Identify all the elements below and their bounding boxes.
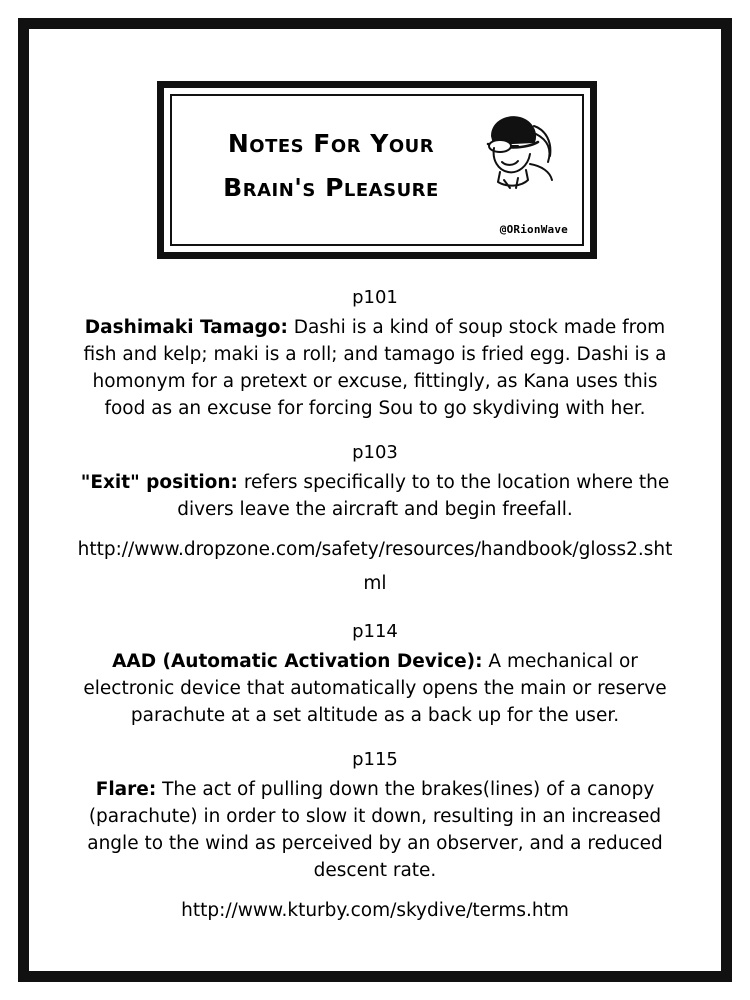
note-term: AAD (Automatic Activation Device): — [112, 651, 483, 672]
note-text — [69, 469, 681, 523]
note-term: Dashimaki Tamago: — [84, 317, 288, 338]
page-title — [186, 122, 476, 210]
note-definition: refers specifically to to the location where the divers leave the aircraft and begin freefall. — [177, 472, 670, 520]
note-text — [69, 776, 681, 884]
note-entry — [69, 745, 681, 928]
note-text — [69, 648, 681, 729]
note-entry — [69, 438, 681, 601]
artist-signature: @ORionWave — [499, 223, 568, 236]
note-term: Flare: — [95, 779, 157, 800]
page-title-line-1: Notes For Your — [227, 129, 435, 158]
note-entry — [69, 283, 681, 422]
note-term: "Exit" position: — [80, 472, 238, 493]
page-border-frame — [18, 18, 732, 982]
note-source-link[interactable]: http://www.dropzone.com/safety/resources/handbook/gloss2.shtml — [77, 539, 673, 594]
note-definition: Dashi is a kind of soup stock made from fish and kelp; maki is a roll; and tamago is fried egg. Dashi is a homonym for a pretext or excuse, fittingly, as Kana uses this food as an excuse for forcing Sou to go skydiving with her. — [83, 317, 667, 419]
page-title-line-2: Brain's Pleasure — [223, 173, 439, 202]
skydiver-head-doodle-icon — [456, 104, 566, 200]
note-source-link[interactable]: http://www.kturby.com/skydive/terms.htm — [181, 900, 569, 921]
note-definition: The act of pulling down the brakes(lines) of a canopy (parachute) in order to slow it down, resulting in an increased angle to the wind as perceived by an observer, and a reduced descent rate. — [87, 779, 663, 881]
note-definition: A mechanical or electronic device that automatically opens the main or reserve parachute at a set altitude as a back up for the user. — [83, 651, 667, 726]
title-panel — [157, 81, 597, 259]
page-content-area — [29, 29, 721, 971]
note-page-label: p115 — [352, 749, 398, 770]
note-entry — [69, 617, 681, 729]
note-page-label: p101 — [352, 287, 398, 308]
notes-list — [69, 283, 681, 944]
note-page-label: p114 — [352, 621, 398, 642]
note-text — [69, 314, 681, 422]
note-page-label: p103 — [352, 442, 398, 463]
